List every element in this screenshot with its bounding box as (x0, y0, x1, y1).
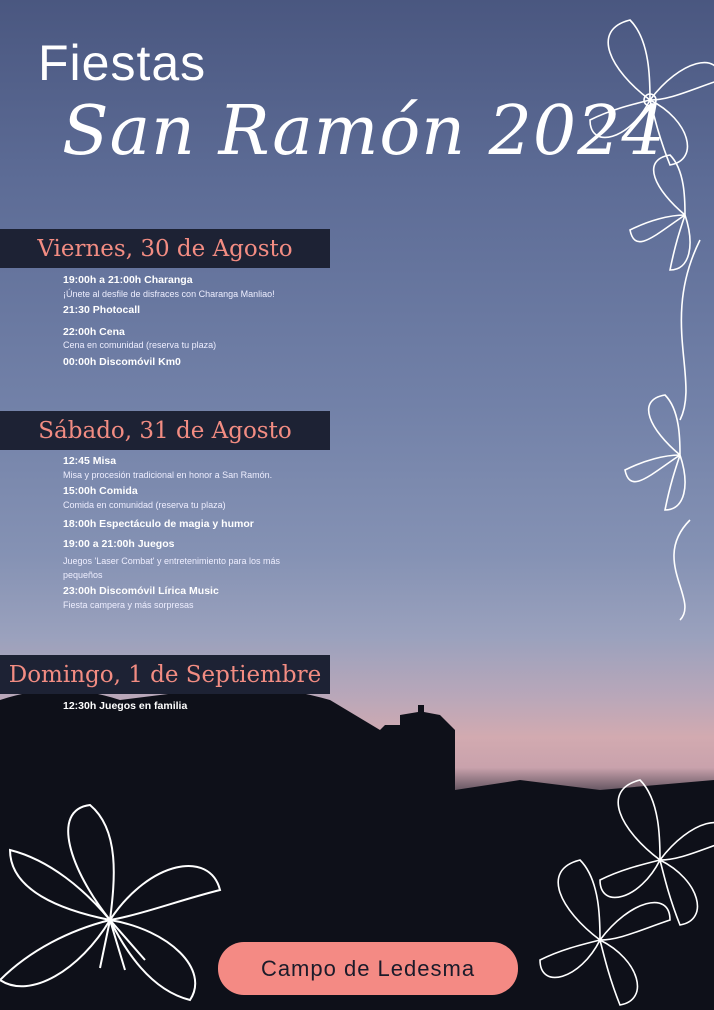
event-title: 21:30 Photocall (63, 304, 141, 316)
title-fiestas: Fiestas (38, 35, 207, 91)
event-title: 00:00h Discomóvil Km0 (63, 355, 181, 368)
event-desc: Comida en comunidad (reserva tu plaza) (63, 499, 226, 510)
event-title: 18:00h Espectáculo de magia y humor (63, 518, 254, 530)
event-desc: Fiesta campera y más sorpresas (63, 599, 194, 610)
title-san-ramon: San Ramón 2024 (62, 92, 666, 171)
event-title: 15:00h Comida (63, 485, 138, 497)
day-header-sabado: Sábado, 31 de Agosto (0, 411, 330, 450)
event-title: 12:45 Misa (63, 455, 117, 467)
event-desc: Juegos 'Laser Combat' y entretenimiento para los más pequeños (63, 556, 281, 580)
event-title: 19:00 a 21:00h Juegos (63, 537, 175, 550)
event-desc: Misa y procesión tradicional en honor a San Ramón. (63, 469, 273, 480)
event-desc: Cena en comunidad (reserva tu plaza) (63, 340, 217, 350)
event-desc: ¡Únete al desfile de disfraces con Charanga Manliao! (63, 288, 275, 299)
event-title: 12:30h Juegos en familia (63, 700, 188, 712)
event-title: 19:00h a 21:00h Charanga (63, 274, 193, 286)
schedule-sabado (63, 452, 318, 612)
location-badge: Campo de Ledesma (218, 942, 518, 995)
event-title: 23:00h Discomóvil Lírica Music (63, 585, 219, 597)
schedule-domingo (63, 697, 323, 714)
event-title: 22:00h Cena (63, 325, 125, 338)
day-header-domingo: Domingo, 1 de Septiembre (0, 655, 330, 694)
day-header-viernes: Viernes, 30 de Agosto (0, 229, 330, 268)
schedule-viernes (63, 271, 323, 369)
